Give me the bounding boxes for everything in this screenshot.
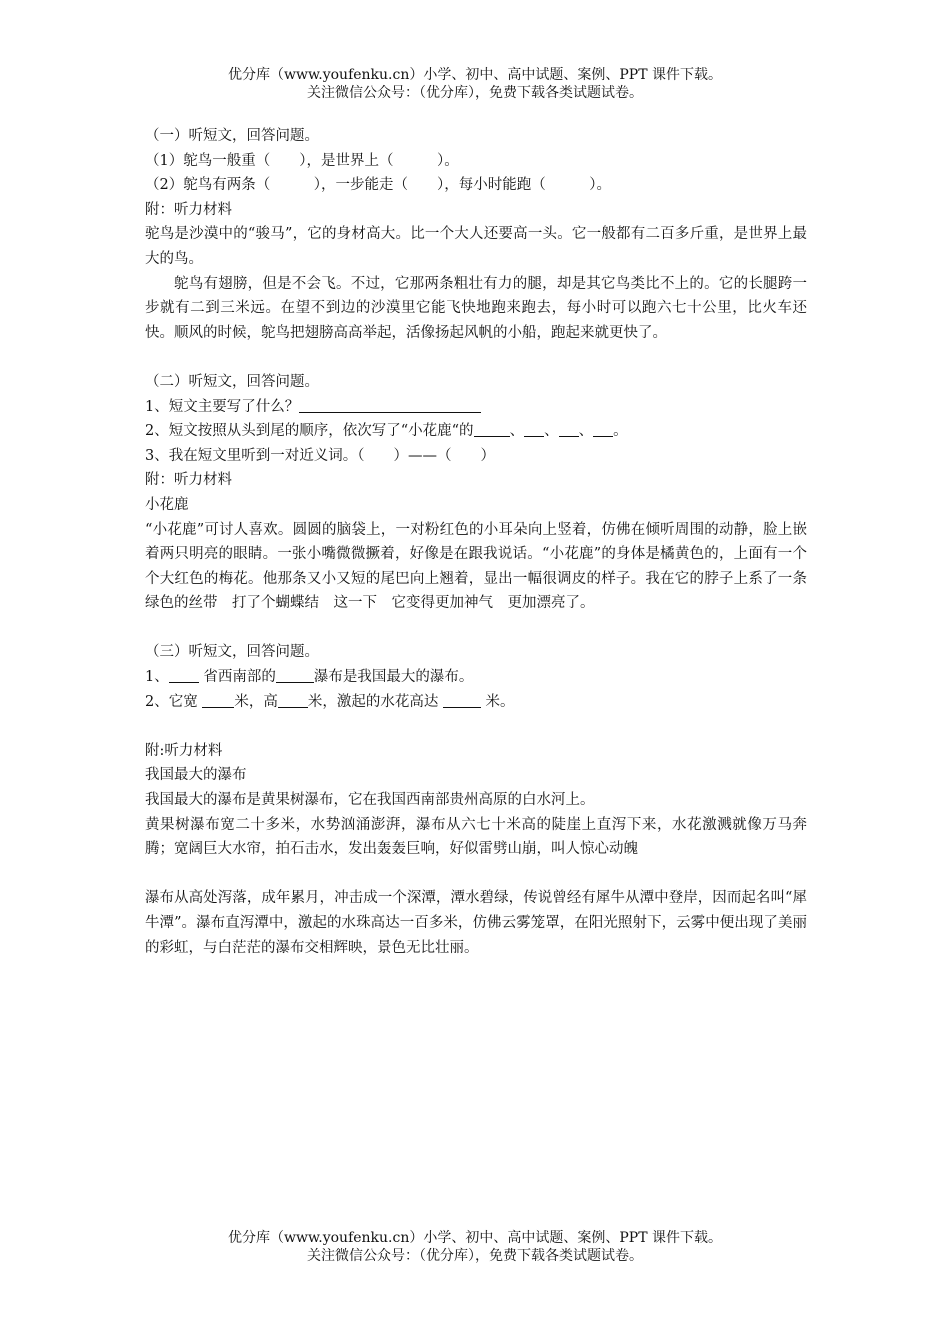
answer-blank[interactable]	[202, 692, 234, 708]
answer-blank[interactable]	[474, 421, 510, 437]
answer-blank[interactable]	[276, 667, 314, 683]
section3-paragraph-3: 瀑布从高处泻落，成年累月，冲击成一个深潭，潭水碧绿，传说曾经有犀牛从潭中登岸，因而起名叫“犀牛潭”。瀑布直泻潭中，激起的水珠高达一百多米，仿佛云雾笼罩，在阳光照射下，云雾中便出现了美丽的彩虹，与白茫茫的瀑布交相辉映，景色无比壮丽。	[145, 890, 807, 956]
spacer	[145, 862, 807, 887]
footer-line-1: 优分库（www.youfenku.cn）小学、初中、高中试题、案例、PPT 课件下载。	[227, 1230, 722, 1246]
section3-question-2-prefix: 2、它宽	[145, 693, 203, 710]
spacer	[145, 714, 807, 739]
section1-title: （一）听短文，回答问题。	[145, 128, 319, 144]
section3-question-1-mid: 省西南部的	[198, 669, 276, 686]
section2-story-title: 小花鹿	[145, 496, 189, 513]
document-body	[145, 124, 807, 960]
section3-question-1-prefix: 1、	[145, 669, 169, 686]
header-line-1: 优分库（www.youfenku.cn）小学、初中、高中试题、案例、PPT 课件下载。	[227, 67, 722, 83]
section2-question-2-text: 2、短文按照从头到尾的顺序，依次写了“小花鹿“的	[145, 423, 474, 440]
section2-title: （二）听短文，回答问题。	[145, 373, 319, 390]
section3-question-1-end: 瀑布是我国最大的瀑布。	[313, 669, 474, 686]
section3-story-title: 我国最大的瀑布	[145, 767, 247, 784]
header-line-2: 关注微信公众号：（优分库），免费下载各类试题试卷。	[307, 85, 643, 101]
period: 。	[613, 423, 628, 440]
answer-blank[interactable]	[524, 421, 544, 437]
answer-blank[interactable]	[593, 421, 613, 437]
answer-blank[interactable]	[169, 667, 199, 683]
section1-question-2: （2）鸵鸟有两条（ ），一步能走（ ），每小时能跑（ ）。	[145, 177, 611, 194]
separator: 、	[509, 423, 525, 440]
spacer	[145, 345, 807, 370]
spacer	[145, 616, 807, 641]
answer-blank[interactable]	[443, 692, 481, 708]
section2-question-1	[145, 395, 807, 420]
section3-material-label: 附:听力材料	[145, 742, 223, 759]
section2-paragraph-1: “小花鹿”可讨人喜欢。圆圆的脑袋上，一对粉红色的小耳朵向上竖着，仿佛在倾听周围的动静，脸上嵌着两只明亮的眼睛。一张小嘴微微撅着，好像是在跟我说话。“小花鹿”的身体是橘黄色的，上面有一个个大红色的梅花。他那条又小又短的尾巴向上翘着，显出一幅很调皮的样子。我在它的脖子上系了一条绿色的丝带 打了个蝴蝶结 这一下 它变得更加神气 更加漂亮了。	[145, 521, 807, 612]
section3-paragraph-2: 黄果树瀑布宽二十多米，水势汹涌澎湃，瀑布从六七十米高的陡崖上直泻下来，水花激溅就像万马奔腾；宽阔巨大水帘，拍石击水，发出轰轰巨响，好似雷劈山崩，叫人惊心动魄	[145, 816, 807, 858]
footer-line-2: 关注微信公众号：（优分库），免费下载各类试题试卷。	[307, 1248, 643, 1264]
section3-question-1	[145, 665, 807, 690]
separator: 、	[578, 423, 594, 440]
page-header	[0, 66, 950, 102]
section1-paragraph-1: 驼鸟是沙漠中的“骏马”，它的身材高大。比一个大人还要高一头。它一般都有二百多斤重，是世界上最大的鸟。	[145, 226, 807, 267]
section1-material-label: 附：听力材料	[145, 201, 232, 218]
section3-question-2-b: 米，激起的水花高达	[307, 693, 443, 710]
section3-question-2-a: 米，高	[234, 693, 278, 710]
answer-blank[interactable]	[559, 421, 579, 437]
answer-blank[interactable]	[278, 692, 308, 708]
section2-question-1-text: 1、短文主要写了什么？	[145, 398, 300, 415]
section2-material-label: 附：听力材料	[145, 472, 232, 489]
section2-question-3: 3、我在短文里听到一对近义词。（ ）——（ ）	[145, 447, 495, 464]
section3-question-2-end: 米。	[480, 693, 515, 710]
separator: 、	[544, 423, 559, 440]
section3-paragraph-1: 我国最大的瀑布是黄果树瀑布，它在我国西南部贵州高原的白水河上。	[145, 792, 595, 809]
section1-question-1: （1）鸵鸟一般重（ ），是世界上（ ）。	[145, 152, 459, 169]
section3-title: （三）听短文，回答问题。	[145, 644, 319, 661]
section3-question-2	[145, 690, 807, 715]
page-footer	[0, 1229, 950, 1265]
answer-blank[interactable]	[299, 397, 481, 413]
section1-paragraph-2: 鸵鸟有翅膀，但是不会飞。不过，它那两条粗壮有力的腿，却是其它鸟类比不上的。它的长腿跨一步就有二到三米远。在望不到边的沙漠里它能飞快地跑来跑去，每小时可以跑六七十公里，比火车还快。顺风的时候，鸵鸟把翅膀高高举起，活像扬起风帆的小船，跑起来就更快了。	[145, 275, 807, 341]
section2-question-2	[145, 419, 807, 444]
